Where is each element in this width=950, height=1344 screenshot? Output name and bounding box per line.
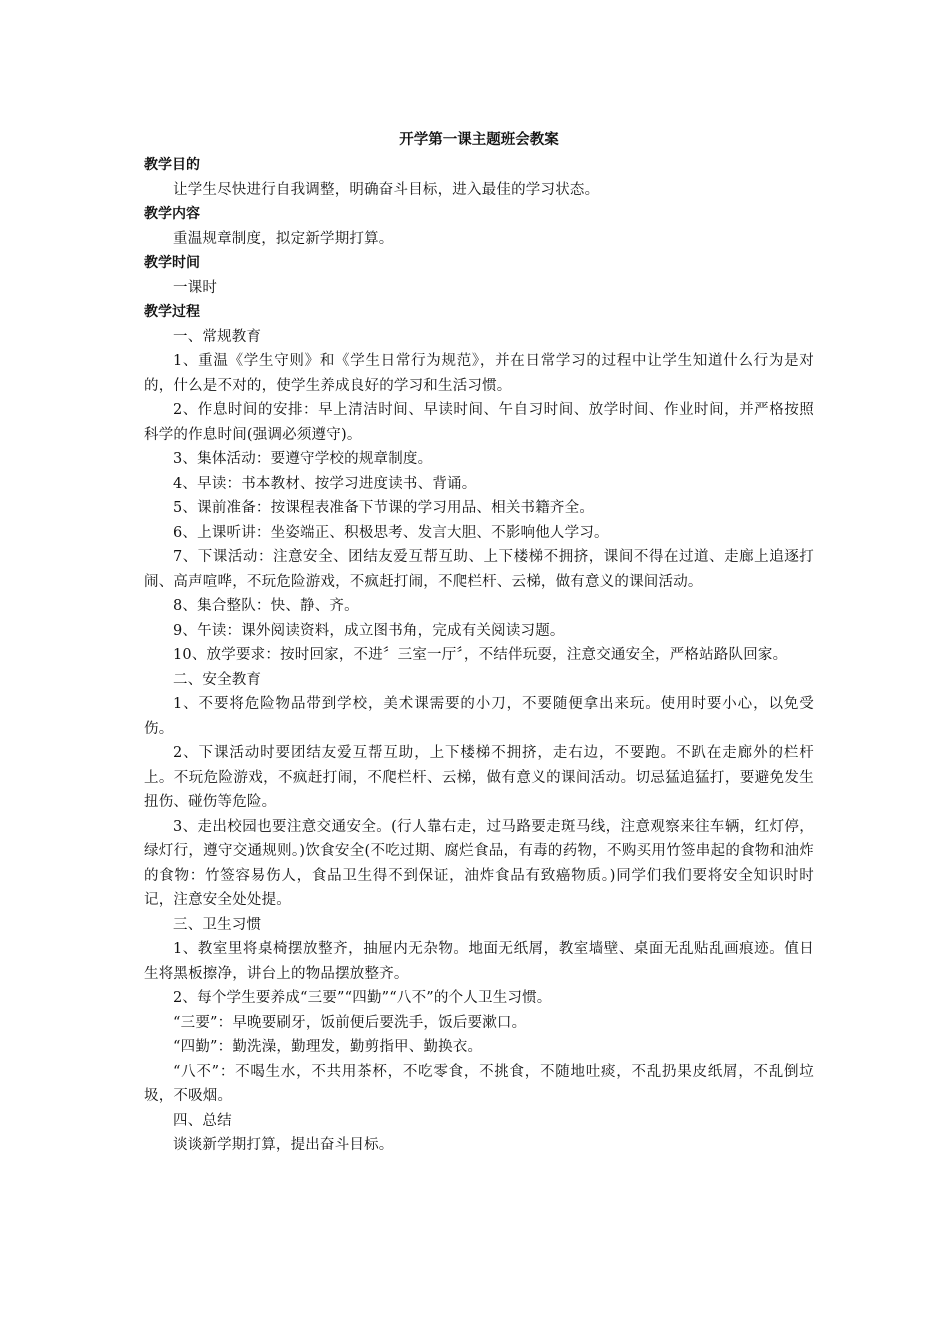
heading-process: 教学过程 [144,304,200,320]
heading-time: 教学时间 [144,255,200,271]
document-title: 开学第一课主题班会教案 [399,131,559,148]
section-hygiene-title: 三、卫生习惯 [173,916,262,933]
routine-item-1: 1、重温《学生守则》和《学生日常行为规范》，并在日常学习的过程中让学生知道什么行为是对的，什么是不对的，使学生养成良好的学习和生活习惯。 [144,353,814,394]
objective-text: 让学生尽快进行自我调整，明确奋斗目标，进入最佳的学习状态。 [173,181,600,198]
hygiene-three-musts: “三要”：早晚要刷牙，饭前便后要洗手，饭后要漱口。 [173,1014,527,1031]
safety-item-3: 3、走出校园也要注意交通安全。(行人靠右走，过马路要走斑马线，注意观察来往车辆，红灯停，绿灯行，遵守交通规则。)饮食安全(不吃过期、腐烂食品，有毒的药物，不购买用竹签串起的食物和油炸的食物：竹签容易伤人，食品卫生得不到保证，油炸食品有致癌物质。)同学们我们要将安全知识时时记，注意安全处处提。 [144,818,814,908]
routine-item-2: 2、作息时间的安排：早上清洁时间、早读时间、午自习时间、放学时间、作业时间，并严格按照科学的作息时间(强调必须遵守)。 [144,402,814,443]
content-text: 重温规章制度，拟定新学期打算。 [173,230,394,247]
document-page [144,127,814,1158]
routine-item-5: 5、课前准备：按课程表准备下节课的学习用品、相关书籍齐全。 [173,500,595,516]
heading-objective: 教学目的 [144,157,200,173]
routine-item-3: 3、集体活动：要遵守学校的规章制度。 [173,451,433,467]
routine-item-9: 9、午读：课外阅读资料，成立图书角，完成有关阅读习题。 [173,622,565,639]
routine-item-8: 8、集合整队：快、静、齐。 [173,598,359,614]
hygiene-item-1: 1、教室里将桌椅摆放整齐，抽屉内无杂物。地面无纸屑，教室墙壁、桌面无乱贴乱画痕迹。值日生将黑板擦净，讲台上的物品摆放整齐。 [144,941,814,982]
summary-text: 谈谈新学期打算，提出奋斗目标。 [173,1137,394,1153]
routine-item-4: 4、早读：书本教材、按学习进度读书、背诵。 [173,475,477,492]
section-summary-title: 四、总结 [173,1112,232,1129]
time-text: 一课时 [173,279,218,296]
routine-item-6: 6、上课听讲：坐姿端正、积极思考、发言大胆、不影响他人学习。 [173,524,609,541]
heading-content: 教学内容 [144,206,200,222]
hygiene-eight-donts: “八不”：不喝生水，不共用茶杯，不吃零食，不挑食，不随地吐痰，不乱扔果皮纸屑，不乱倒垃圾，不吸烟。 [144,1063,814,1104]
safety-item-1: 1、不要将危险物品带到学校，美术课需要的小刀，不要随便拿出来玩。使用时要小心，以免受伤。 [144,696,814,737]
routine-item-7: 7、下课活动：注意安全、团结友爱互帮互助、上下楼梯不拥挤，课间不得在过道、走廊上追逐打闹、高声喧哗，不玩危险游戏，不疯赶打闹，不爬栏杆、云梯，做有意义的课间活动。 [144,549,814,590]
hygiene-item-2: 2、每个学生要养成“三要”“四勤”“八不”的个人卫生习惯。 [173,990,552,1006]
safety-item-2: 2、下课活动时要团结友爱互帮互助，上下楼梯不拥挤，走右边，不要跑。不趴在走廊外的栏杆上。不玩危险游戏，不疯赶打闹，不爬栏杆、云梯，做有意义的课间活动。切忌猛追猛打，要避免发生扭伤、碰伤等危险。 [144,745,814,810]
section-routine-title: 一、常规教育 [173,328,262,345]
routine-item-10: 10、放学要求：按时回家，不进〞三室一厅〞，不结伴玩耍，注意交通安全，严格站路队回家。 [173,647,788,663]
hygiene-four-diligences: “四勤”：勤洗澡，勤理发，勤剪指甲、勤换衣。 [173,1039,483,1055]
section-safety-title: 二、安全教育 [173,671,262,688]
